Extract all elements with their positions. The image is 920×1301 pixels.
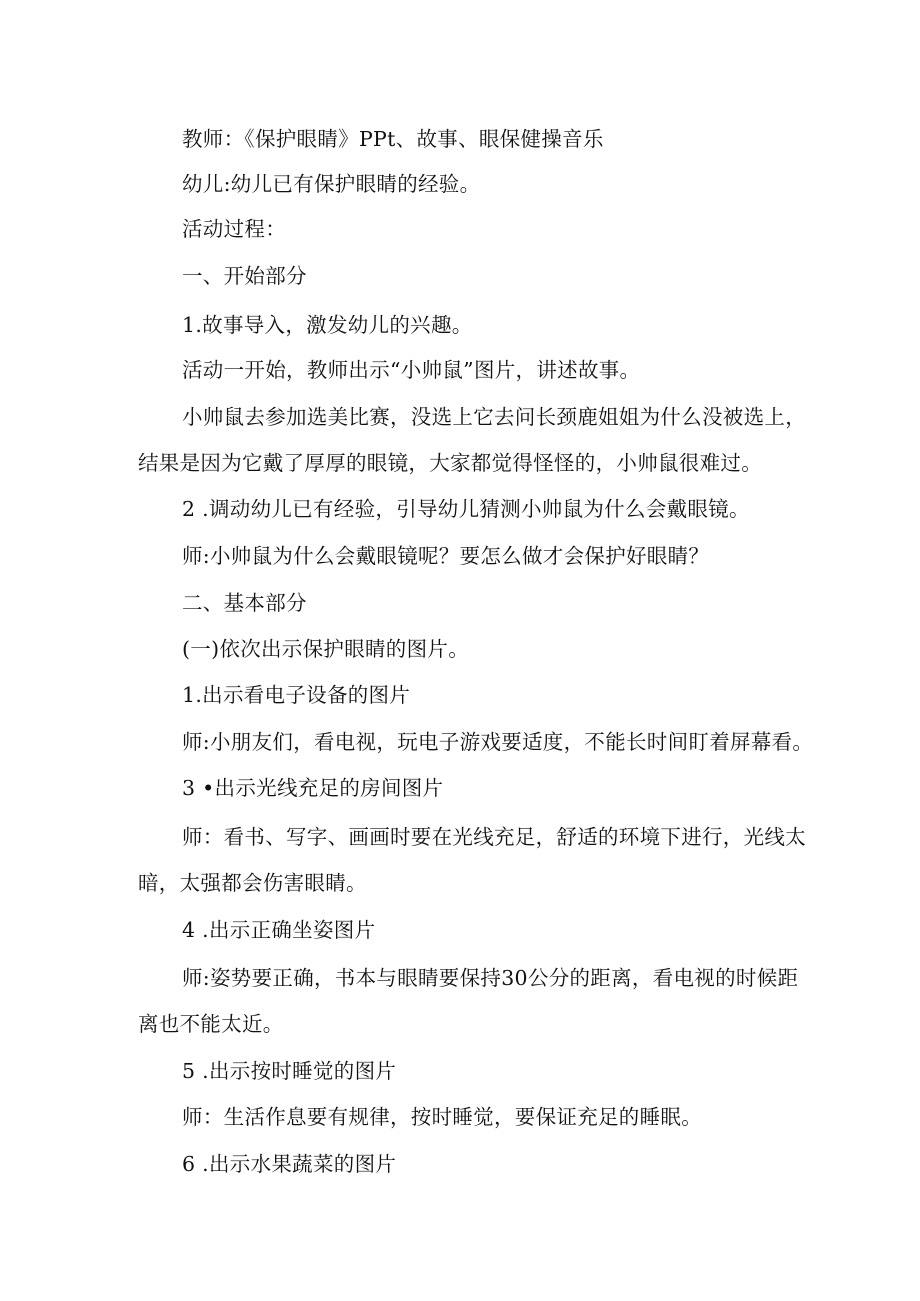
paragraph-activity-start: 活动一开始，教师出示“小帅鼠”图片，讲述故事。 — [182, 358, 641, 382]
teacher-lighting-line-1: 师：看书、写字、画画时要在光线充足，舒适的环境下进行，光线太 — [182, 825, 806, 849]
subsection-one-heading: (一)依次出示保护眼睛的图片。 — [182, 637, 469, 661]
item-fruits-vegetables: 6 .出示水果蔬菜的图片 — [182, 1152, 397, 1176]
teacher-question: 师:小帅鼠为什么会戴眼镜呢？要怎么做才会保护好眼睛？ — [182, 544, 710, 568]
teacher-posture-line-2: 离也不能太近。 — [138, 1012, 284, 1036]
materials-teacher: 教师：《保护眼睛》PPt、故事、眼保健操音乐 — [182, 127, 604, 151]
item-sleep: 5 .出示按时睡觉的图片 — [182, 1059, 397, 1083]
step-1-story-intro: 1.故事导入，激发幼儿的兴趣。 — [182, 313, 473, 337]
step-2-guess: 2 .调动幼儿已有经验，引导幼儿猜测小帅鼠为什么会戴眼镜。 — [182, 497, 750, 521]
materials-children: 幼儿:幼儿已有保护眼睛的经验。 — [182, 172, 481, 196]
process-heading: 活动过程： — [182, 217, 286, 241]
teacher-sleep: 师：生活作息要有规律，按时睡觉，要保证充足的睡眠。 — [182, 1105, 702, 1129]
story-line-2: 结果是因为它戴了厚厚的眼镜，大家都觉得怪怪的，小帅鼠很难过。 — [138, 451, 762, 475]
item-posture: 4 .出示正确坐姿图片 — [182, 918, 376, 942]
teacher-lighting-line-2: 暗，太强都会伤害眼睛。 — [138, 871, 367, 895]
item-electronic-devices: 1.出示看电子设备的图片 — [182, 683, 411, 707]
section-one-heading: 一、开始部分 — [182, 264, 307, 288]
item-bright-room: 3 •出示光线充足的房间图片 — [182, 776, 444, 800]
story-line-1: 小帅鼠去参加选美比赛，没选上它去问长颈鹿姐姐为什么没被选上， — [182, 405, 806, 429]
teacher-posture-line-1: 师:姿势要正确，书本与眼睛要保持30公分的距离，看电视的时候距 — [182, 966, 799, 990]
section-two-heading: 二、基本部分 — [182, 591, 307, 615]
teacher-electronic-devices: 师:小朋友们，看电视，玩电子游戏要适度，不能长时间盯着屏幕看。 — [182, 730, 814, 754]
